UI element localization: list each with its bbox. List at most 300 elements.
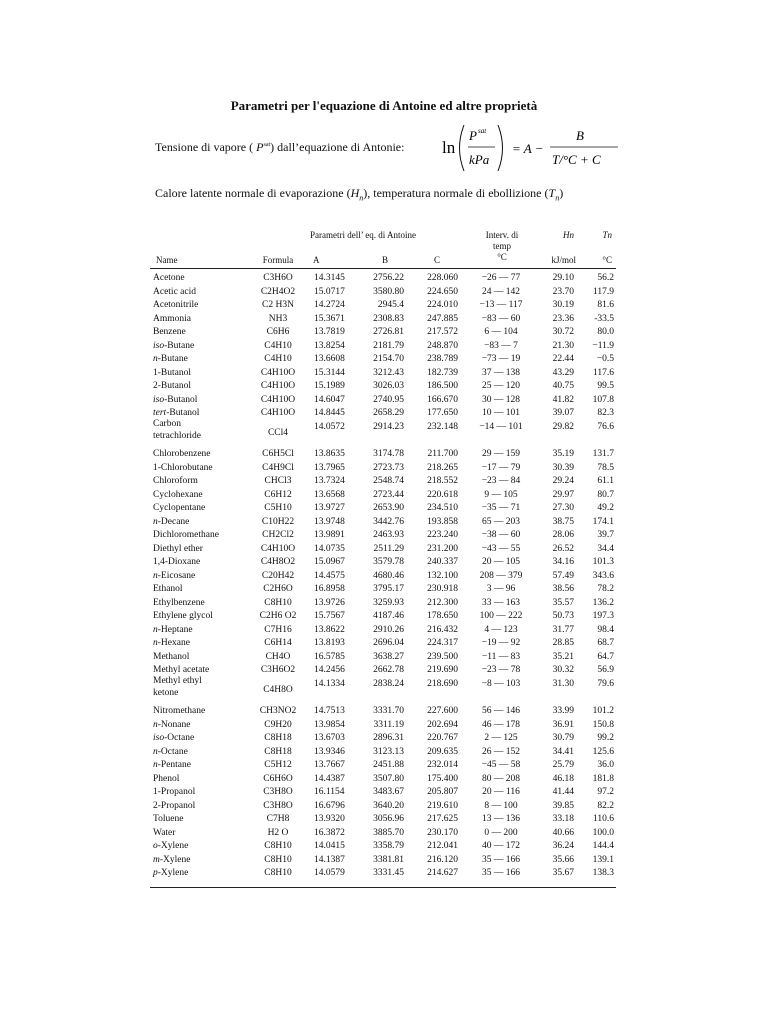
cell-c: 218.552 [427,476,458,486]
cell-b: 3358.79 [373,841,404,851]
cell-c: 166.670 [427,394,458,405]
cell-name [153,517,189,527]
cell-c: 230.170 [427,827,458,838]
cell-tn: 39.7 [597,530,614,540]
cell-temp-range: −11 — 83 [481,651,521,662]
cell-a: 13.9346 [314,746,345,757]
cell-tn: 138.3 [592,868,614,878]
cell-c: 220.618 [427,489,458,500]
header-b: B [382,255,389,265]
cell-formula: C5H12 [264,760,292,770]
name-text: Methanol [153,651,190,662]
name-text: -Octane [157,746,188,757]
cell-formula: C6H12 [264,489,292,500]
name-text: -Butanol [166,408,200,418]
cell-temp-range: 2 — 125 [484,733,518,743]
cell-tn: -33.5 [594,313,614,324]
cell-a: 13.9320 [314,814,345,824]
cell-temp-range: −23 — 78 [481,665,521,675]
cell-formula: C4H10 [264,354,292,364]
cell-temp-range: 13 — 136 [482,814,520,824]
cell-a: 14.2456 [314,665,345,675]
cell-tn: 78.5 [597,462,614,473]
cell-tn: 36.0 [597,760,614,770]
cell-hn: 35.19 [552,449,574,459]
cell-formula: C2 H3N [262,300,294,310]
cell-tn: 110.6 [592,814,614,824]
cell-temp-range: 37 — 138 [482,367,520,378]
cell-tn: 82.2 [597,800,614,811]
cell-name [153,828,175,838]
cell-name [153,675,202,699]
name-prefix: n [153,746,158,757]
name-prefix: n [153,516,158,527]
cell-b: 3311.19 [373,719,404,730]
cell-hn: 40.66 [552,827,574,838]
cell-tn: 61.1 [597,476,614,486]
name-text: Ethylbenzene [153,597,205,608]
name-prefix: m [153,854,160,865]
cell-temp-range: −35 — 71 [481,503,521,513]
header-tn-unit: °C [602,255,612,265]
cell-temp-range: 3 — 96 [486,584,516,594]
cell-b: 2723.73 [373,462,404,473]
cell-c: 205.807 [427,787,458,797]
cell-tn: 81.6 [597,300,614,310]
eq-ln: ln [442,138,456,157]
cell-c: 212.041 [427,841,458,851]
cell-temp-range: 24 — 142 [482,286,520,297]
cell-name [153,814,183,824]
cell-hn: 29.82 [552,421,574,432]
cell-b: 3580.80 [373,286,404,297]
name-text: Ethylene glycol [153,611,213,621]
name-text: Phenol [153,773,180,784]
cell-name [153,598,205,608]
name-prefix: o [153,841,158,851]
cell-hn: 39.85 [552,800,574,811]
cell-formula: C4H10O [260,408,296,418]
cell-formula: CH3NO2 [259,706,297,716]
cell-name [153,706,205,716]
cell-b: 4680.46 [373,570,404,581]
name-text: Diethyl ether [153,543,203,554]
cell-tn: 125.6 [592,746,614,757]
cell-b: 3507.80 [373,773,404,784]
header-c: C [434,255,441,265]
name-text: Cyclopentane [153,503,206,513]
cell-name [153,584,183,594]
cell-a: 14.8445 [314,408,345,418]
eq-num-b: B [576,128,584,143]
cell-name [153,841,188,851]
t-symbol: T [548,186,556,200]
cell-name [153,747,188,757]
cell-temp-range: 0 — 200 [484,827,518,838]
name-text: Carbon [153,418,181,429]
name-text: 1-Chlorobutane [153,462,213,473]
cell-hn: 35.21 [552,651,574,662]
name-text: -Xylene [157,868,189,878]
name-prefix: n [153,760,158,770]
name-text-line2: ketone [153,687,179,698]
cell-hn: 26.52 [552,543,574,554]
cell-hn: 28.85 [552,638,574,648]
cell-name [153,418,201,442]
header-formula: Formula [262,255,294,265]
cell-c: 211.700 [427,449,458,459]
cell-a: 13.8193 [314,638,345,648]
cell-a: 14.0572 [314,421,345,432]
cell-formula: CH4O [265,651,291,662]
cell-formula: C3H8O [263,800,293,811]
cell-tn: 99.2 [597,733,614,743]
antoine-equation [442,120,622,176]
bottom-rule [150,887,616,888]
cell-formula: C4H10 [264,340,292,351]
cell-tn: 64.7 [597,651,614,662]
cell-b: 3579.78 [373,557,404,567]
name-text: -Butanol [164,394,198,405]
cell-hn: 31.77 [552,624,574,635]
name-text: -Nonane [157,719,191,730]
cell-name [153,408,199,418]
cell-name [153,774,179,784]
cell-a: 15.0967 [314,557,345,567]
cell-hn: 29.10 [552,273,574,283]
cell-a: 15.7567 [314,611,345,621]
cell-temp-range: 26 — 152 [482,746,520,757]
cell-a: 14.3145 [314,273,345,283]
cell-formula: C20H42 [261,570,295,581]
cell-hn: 35.57 [552,597,574,608]
cell-hn: 30.32 [552,665,574,675]
cell-a: 13.8254 [314,340,345,351]
cell-c: 248.870 [427,340,458,351]
cell-c: 239.500 [427,651,458,662]
cell-name [153,652,189,662]
cell-b: 3331.70 [373,706,404,716]
cell-a: 13.8635 [314,449,345,459]
cell-hn: 36.91 [552,719,574,730]
cell-name [153,801,195,811]
cell-hn: 30.79 [552,733,574,743]
cell-name [153,287,196,297]
cell-name [153,449,211,459]
cell-temp-range: −23 — 84 [481,476,521,486]
header-name: Name [156,255,178,265]
cell-hn: 34.41 [552,746,574,757]
cell-c: 234.510 [427,503,458,513]
cell-c: 212.300 [427,597,458,608]
eq-right-paren [498,125,503,171]
vapor-text-before: Tensione di vapore ( [155,140,254,154]
cell-a: 14.7513 [314,706,345,716]
cell-b: 3885.70 [373,827,404,838]
latent-text-3: ) [559,186,564,200]
t-subscript: n [555,193,560,203]
vapor-pressure-caption [155,140,404,155]
latent-text-2: ), temperatura normale di ebollizione ( [363,186,549,200]
cell-formula: C5H10 [264,503,292,513]
vapor-pressure-line [155,120,625,176]
cell-formula: H2 O [267,827,289,838]
cell-c: 186.500 [427,381,458,391]
name-text: Methyl acetate [153,665,210,675]
cell-c: 230.918 [427,584,458,594]
cell-a: 14.0735 [314,543,345,554]
cell-a: 16.8958 [314,584,345,594]
header-hn [542,230,574,240]
cell-temp-range: −45 — 58 [481,760,521,770]
cell-name [153,571,195,581]
cell-a: 15.3144 [314,367,345,378]
cell-name [153,354,188,364]
cell-a: 13.6568 [314,489,345,500]
cell-hn: 27.30 [552,503,574,513]
cell-a: 14.1387 [314,854,345,865]
cell-temp-range: −73 — 19 [481,354,521,364]
cell-b: 2451.88 [373,760,404,770]
cell-b: 2154.70 [373,354,404,364]
cell-tn: 80.0 [597,327,614,337]
cell-c: 216.120 [427,854,458,865]
cell-c: 193.858 [427,516,458,527]
cell-formula: C6H6 [266,327,290,337]
cell-hn: 41.44 [552,787,574,797]
cell-c: 232.014 [427,760,458,770]
cell-hn: 40.75 [552,381,574,391]
name-text: -Heptane [157,624,193,635]
cell-name [153,463,213,473]
cell-name [153,611,213,621]
cell-tn: −0.5 [596,354,614,364]
cell-name [153,314,191,324]
cell-hn: 35.66 [552,854,574,865]
vapor-text-after: ) dall’equazione di Antonie: [270,140,405,154]
cell-b: 3795.17 [373,584,404,594]
cell-tn: 343.6 [592,570,614,581]
cell-tn: 49.2 [597,503,614,513]
name-prefix: n [153,719,158,730]
header-hn-unit: kJ/mol [551,255,576,265]
cell-tn: 68.7 [597,638,614,648]
cell-b: 3381.81 [373,854,404,865]
cell-hn: 57.49 [552,570,574,581]
cell-c: 220.767 [427,733,458,743]
cell-hn: 50.73 [552,611,574,621]
cell-hn: 23.70 [552,286,574,297]
cell-hn: 22.44 [552,354,574,364]
cell-a: 16.5785 [314,651,345,662]
name-text: Acetonitrile [153,300,199,310]
cell-temp-range: 208 — 379 [479,570,523,581]
name-text: Water [153,827,176,838]
cell-temp-range: 33 — 163 [482,597,520,608]
cell-b: 2308.83 [373,313,404,324]
cell-b: 2838.24 [373,678,404,689]
header-rule [150,268,616,269]
name-text: -Pentane [157,760,191,770]
cell-formula: C4H10O [260,367,296,378]
cell-name [153,868,188,878]
cell-name [153,300,198,310]
cell-tn: 150.8 [592,719,614,730]
eq-num-p: P [469,128,477,143]
cell-hn: 43.29 [552,367,574,378]
cell-name [153,341,194,351]
cell-hn: 30.72 [552,327,574,337]
cell-temp-range: −14 — 101 [479,421,523,432]
cell-b: 3640.20 [373,800,404,811]
header-tn-symbol: Tn [602,230,612,240]
cell-hn: 28.06 [552,530,574,540]
cell-a: 13.9726 [314,597,345,608]
name-text: Chlorobenzene [153,449,211,459]
cell-c: 223.240 [427,530,458,540]
cell-c: 218.265 [427,462,458,473]
name-text: -Hexane [157,638,190,648]
cell-name [153,327,186,337]
header-a: A [313,255,320,265]
cell-hn: 30.19 [552,300,574,310]
cell-b: 2696.04 [373,638,404,648]
cell-b: 2740.95 [373,394,404,405]
cell-b: 2914.23 [373,421,404,432]
cell-hn: 39.07 [552,408,574,418]
name-prefix: n [153,354,158,364]
cell-b: 2896.31 [373,733,404,743]
cell-tn: 99.5 [597,381,614,391]
cell-b: 2945.4 [377,300,404,310]
latent-text-1: Calore latente normale di evaporazione ( [155,186,351,200]
cell-tn: 197.3 [592,611,614,621]
cell-formula: C3H6O [263,273,293,283]
cell-tn: 97.2 [597,787,614,797]
cell-formula: C3H8O [263,787,293,797]
cell-tn: 76.6 [597,421,614,432]
cell-formula: C4H10O [260,543,296,554]
cell-a: 13.7819 [314,327,345,337]
name-text: Acetone [153,273,185,283]
cell-hn: 36.24 [552,841,574,851]
name-text: Methyl ethyl [153,675,202,686]
cell-formula: C7H8 [266,814,290,824]
cell-b: 2463.93 [373,530,404,540]
header-interval-line1: Interv. di [485,230,519,240]
cell-b: 2181.79 [373,340,404,351]
cell-a: 13.6608 [314,354,345,364]
h-symbol: H [350,186,360,200]
name-prefix: iso [153,394,165,405]
cell-c: 202.694 [427,719,458,730]
cell-a: 14.0579 [314,868,345,878]
cell-formula: C2H6O [263,584,293,594]
cell-formula: C8H10 [264,854,292,865]
cell-formula: C3H6O2 [260,665,296,675]
cell-tn: 139.1 [592,854,614,865]
cell-tn: 34.4 [597,543,614,554]
cell-temp-range: 80 — 208 [482,773,520,784]
cell-a: 13.9727 [314,503,345,513]
cell-a: 13.9748 [314,516,345,527]
name-prefix: iso [153,733,165,743]
cell-tn: 78.2 [597,584,614,594]
cell-c: 238.789 [427,354,458,364]
cell-hn: 35.67 [552,868,574,878]
name-text: -Eicosane [157,570,196,581]
eq-left-paren [460,125,465,171]
cell-tn: 131.7 [592,449,614,459]
cell-b: 2662.78 [373,665,404,675]
cell-temp-range: −38 — 60 [481,530,521,540]
cell-c: 209.635 [427,746,458,757]
cell-b: 2723.44 [373,489,404,500]
cell-c: 247.885 [427,313,458,324]
name-text: 1,4-Dioxane [153,557,201,567]
name-text: -Xylene [157,841,189,851]
cell-temp-range: −8 — 103 [481,678,521,689]
cell-formula: C6H6O [263,773,293,784]
cell-formula: C8H10 [264,841,292,851]
cell-tn: 100.0 [592,827,614,838]
cell-c: 219.610 [427,800,458,811]
cell-formula: C10H22 [261,516,295,527]
cell-hn: 34.16 [552,557,574,567]
cell-tn: 101.3 [592,557,614,567]
cell-temp-range: 4 — 123 [484,624,518,635]
cell-tn: 181.8 [592,773,614,784]
name-text: -Butane [164,340,195,351]
cell-c: 177.650 [427,408,458,418]
cell-a: 15.0717 [314,286,345,297]
cell-a: 13.8622 [314,624,345,635]
cell-c: 224.317 [427,638,458,648]
cell-c: 228.060 [427,273,458,283]
cell-tn: −11.9 [592,340,614,351]
cell-c: 231.200 [427,543,458,554]
cell-tn: 144.4 [592,841,614,851]
cell-tn: 136.2 [592,597,614,608]
cell-name [153,530,219,540]
sat-superscript: sat [263,142,271,148]
cell-c: 218.690 [427,678,458,689]
cell-temp-range: 65 — 203 [482,516,520,527]
cell-a: 13.9854 [314,719,345,730]
cell-c: 216.432 [427,624,458,635]
cell-b: 2756.22 [373,273,404,283]
cell-hn: 46.18 [552,773,574,784]
cell-temp-range: 56 — 146 [482,706,520,716]
name-prefix: tert [153,408,167,418]
cell-formula: C4H10O [260,381,296,391]
cell-a: 14.4387 [314,773,345,784]
cell-hn: 31.30 [552,678,574,689]
name-text: Toluene [153,814,184,824]
cell-name [153,787,195,797]
cell-b: 3056.96 [373,814,404,824]
name-text: Ethanol [153,584,183,594]
name-text-line2: tetrachloride [153,430,202,441]
cell-hn: 21.30 [552,340,574,351]
cell-temp-range: 8 — 100 [484,800,518,811]
cell-temp-range: 29 — 159 [482,449,520,459]
name-text: 1-Propanol [153,787,196,797]
cell-b: 2653.90 [373,503,404,513]
cell-a: 16.3872 [314,827,345,838]
cell-formula: C8H10 [264,597,292,608]
cell-c: 240.337 [427,557,458,567]
